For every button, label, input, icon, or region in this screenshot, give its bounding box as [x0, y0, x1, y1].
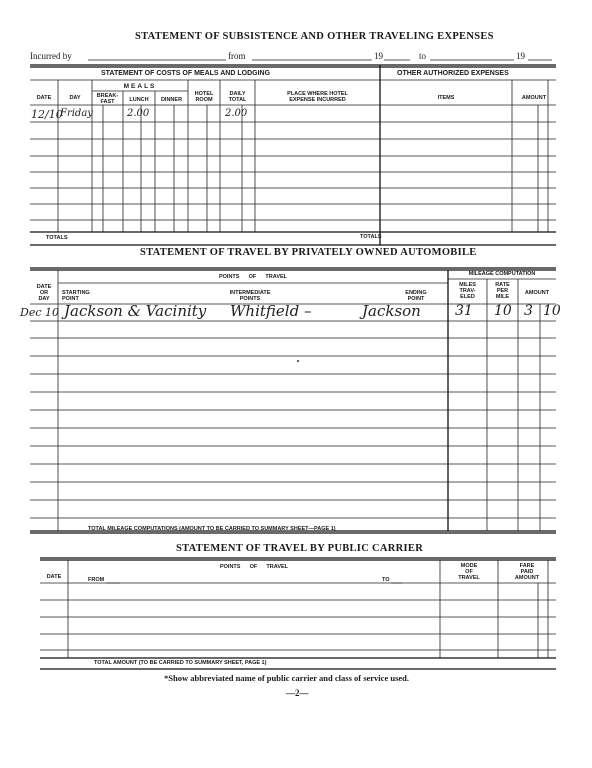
page-number: —2— — [286, 688, 309, 698]
other-expenses-title: OTHER AUTHORIZED EXPENSES — [397, 70, 509, 77]
carrier-section-title: STATEMENT OF TRAVEL BY PUBLIC CARRIER — [176, 543, 424, 554]
carrier-from-label: FROM — [88, 577, 105, 583]
carrier-col-fare: FARE PAID AMOUNT — [514, 563, 540, 581]
col-daily-total: DAILY TOTAL — [228, 91, 247, 103]
auto-col-ending: ENDING POINT — [405, 290, 427, 302]
auto-col-amount: AMOUNT — [524, 290, 550, 296]
auto-row-intermediate[interactable]: Whitfield – — [230, 302, 312, 320]
year-prefix-1: 19 — [374, 51, 383, 61]
col-dinner: DINNER — [160, 97, 183, 103]
carrier-col-date: DATE — [46, 574, 62, 580]
col-day: DAY — [69, 95, 81, 101]
totals-right-label: TOTALS — [360, 234, 382, 240]
from-label: from — [228, 51, 246, 61]
auto-section-title: STATEMENT OF TRAVEL BY PRIVATELY OWNED AUTOMOBILE — [140, 247, 477, 258]
auto-row-ending[interactable]: Jackson — [362, 302, 421, 320]
auto-row-amount-dollars[interactable]: 3 — [524, 303, 533, 319]
carrier-points-of-travel: POINTS OF TRAVEL — [219, 564, 289, 570]
totals-left-label: TOTALS — [46, 235, 68, 241]
meal-row-date[interactable]: 12/10 — [31, 108, 63, 121]
col-hotel-room: HOTEL ROOM — [194, 91, 214, 103]
col-lunch: LUNCH — [129, 97, 149, 103]
col-place: PLACE WHERE HOTEL EXPENSE INCURRED — [287, 91, 348, 103]
col-items: ITEMS — [437, 95, 455, 101]
meal-row-daily-total[interactable]: 2.00 — [225, 108, 248, 119]
auto-col-date: DATE OR DAY — [36, 284, 52, 302]
auto-row-starting[interactable]: Jackson & Vacinity — [64, 302, 207, 320]
auto-row-rate[interactable]: 10 — [494, 303, 512, 319]
auto-col-intermediate: INTERMEDIATE POINTS — [229, 290, 271, 302]
auto-row-miles[interactable]: 31 — [455, 303, 473, 319]
auto-total-line: TOTAL MILEAGE COMPUTATIONS (AMOUNT TO BE CARRIED TO SUMMARY SHEET—PAGE 1) — [88, 526, 336, 532]
carrier-col-mode: MODE OF TRAVEL — [458, 563, 480, 581]
col-date: DATE — [36, 95, 52, 101]
auto-col-miles: MILES TRAV- ELED — [459, 282, 476, 300]
carrier-to-label: TO — [382, 577, 390, 583]
col-amount: AMOUNT — [521, 95, 547, 101]
meal-row-day[interactable]: Friday — [60, 108, 93, 119]
auto-row-amount-cents[interactable]: 10 — [543, 303, 561, 319]
to-label: to — [419, 51, 427, 61]
carrier-total-line: TOTAL AMOUNT (TO BE CARRIED TO SUMMARY SHEET, PAGE 1) — [94, 660, 267, 666]
meal-row-lunch[interactable]: 2.00 — [127, 108, 150, 119]
auto-points-of-travel: POINTS OF TRAVEL — [218, 274, 288, 280]
col-breakfast: BREAK- FAST — [96, 93, 119, 105]
auto-row-date[interactable]: Dec 10 — [20, 306, 59, 319]
from-date-field[interactable] — [254, 52, 372, 61]
incurred-by-field[interactable] — [90, 52, 226, 61]
auto-col-rate: RATE PER MILE — [495, 282, 510, 300]
incurred-by-label: Incurred by — [30, 51, 72, 61]
meals-section-title: STATEMENT OF COSTS OF MEALS AND LODGING — [101, 70, 271, 77]
form-title: STATEMENT OF SUBSISTENCE AND OTHER TRAVELING EXPENSES — [135, 31, 494, 42]
meals-group-label: MEALS — [123, 83, 157, 90]
mileage-computation-label: MILEAGE COMPUTATION — [468, 271, 536, 277]
to-date-field[interactable] — [432, 52, 514, 61]
year-prefix-2: 19 — [516, 51, 525, 61]
ink-dot — [297, 360, 299, 362]
auto-col-starting: STARTING POINT — [62, 290, 90, 302]
footer-note: *Show abbreviated name of public carrier and class of service used. — [164, 673, 409, 683]
